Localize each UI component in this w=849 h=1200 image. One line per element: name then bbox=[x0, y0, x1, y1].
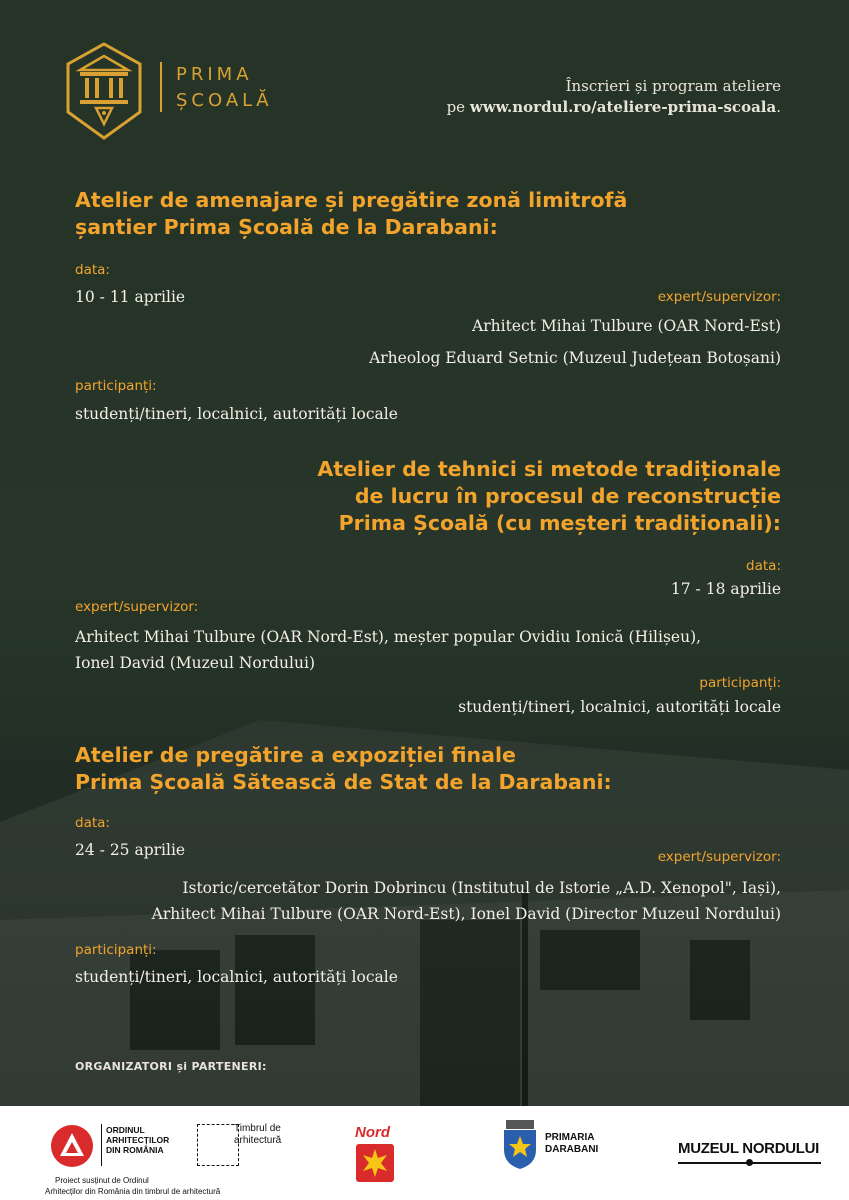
workshop2-expert-label: expert/supervizor: bbox=[75, 599, 199, 615]
workshop3-date-label: data: bbox=[75, 815, 110, 831]
workshop2-title-line3: Prima Școală (cu meșteri tradiționali): bbox=[338, 511, 781, 535]
workshop1-participants: studenți/tineri, localnici, autorități locale bbox=[75, 405, 398, 423]
workshop1-participants-label: participanți: bbox=[75, 378, 157, 394]
logo-divider bbox=[160, 62, 162, 112]
workshop1-expert-line2: Arheolog Eduard Setnic (Muzeul Județean Botoșani) bbox=[369, 349, 781, 367]
timbru-stamp-icon bbox=[197, 1124, 239, 1166]
workshop2-experts bbox=[75, 624, 795, 676]
oar-text-line1: ORDINUL bbox=[106, 1125, 145, 1135]
darabani-coat-of-arms-icon bbox=[500, 1120, 540, 1170]
organizers-label: ORGANIZATORI și PARTENERI: bbox=[75, 1060, 267, 1073]
primaria-text-line1: PRIMARIA bbox=[545, 1132, 595, 1143]
partners-footer bbox=[0, 1106, 849, 1200]
oar-logo-icon bbox=[50, 1124, 94, 1168]
primaria-text-line2: DARABANI bbox=[545, 1144, 599, 1155]
workshop3-participants-label: participanți: bbox=[75, 942, 157, 958]
oar-text bbox=[106, 1125, 169, 1155]
timbru-text-line1: Timbrul de bbox=[234, 1123, 281, 1134]
timbru-text-line2: arhitectură bbox=[234, 1135, 282, 1146]
muzeul-dot-icon bbox=[746, 1159, 753, 1166]
muzeul-nordului-logo: MUZEUL NORDULUI bbox=[678, 1140, 820, 1157]
workshop3-date: 24 - 25 aprilie bbox=[75, 841, 186, 859]
workshop2-participants-label: participanți: bbox=[699, 675, 781, 691]
workshop1-expert-label: expert/supervizor: bbox=[657, 289, 781, 305]
workshop2-participants: studenți/tineri, localnici, autorități locale bbox=[458, 698, 781, 716]
registration-suffix: . bbox=[776, 98, 781, 116]
registration-line1: Înscrieri și program ateliere bbox=[565, 77, 781, 95]
workshop1-title-line1: Atelier de amenajare și pregătire zonă limitrofă bbox=[75, 188, 628, 212]
workshop1-date: 10 - 11 aprilie bbox=[75, 288, 186, 306]
workshop3-title-line1: Atelier de pregătire a expoziției finale bbox=[75, 743, 516, 767]
workshop2-date: 17 - 18 aprilie bbox=[670, 580, 781, 598]
registration-line2 bbox=[361, 97, 781, 118]
workshop3-participants: studenți/tineri, localnici, autorități locale bbox=[75, 968, 398, 986]
nord-logo-text: Nord bbox=[355, 1124, 390, 1141]
oar-text-line3: DIN ROMÂNIA bbox=[106, 1145, 164, 1155]
workshop3-experts bbox=[61, 875, 781, 927]
oar-divider bbox=[101, 1124, 102, 1166]
workshop1-expert-line1: Arhitect Mihai Tulbure (OAR Nord-Est) bbox=[472, 317, 781, 335]
workshop3-expert-line1: Istoric/cercetător Dorin Dobrincu (Institutul de Istorie „A.D. Xenopol", Iași), bbox=[182, 879, 781, 897]
timbru-text bbox=[234, 1123, 281, 1147]
registration-url[interactable]: www.nordul.ro/ateliere-prima-scoala bbox=[469, 98, 777, 116]
nord-sun-icon bbox=[356, 1144, 394, 1182]
workshop3-expert-label: expert/supervizor: bbox=[657, 849, 781, 865]
workshop3-title-line2: Prima Școală Sătească de Stat de la Darabani: bbox=[75, 770, 612, 794]
workshop1-experts bbox=[181, 313, 781, 371]
workshop2-expert-line2: Ionel David (Muzeul Nordului) bbox=[75, 654, 315, 672]
support-note-line1: Proiect susținut de Ordinul bbox=[55, 1176, 149, 1185]
workshop2-title-line1: Atelier de tehnici si metode tradiționale bbox=[317, 457, 781, 481]
oar-text-line2: ARHITECȚILOR bbox=[106, 1135, 170, 1145]
workshop1-title bbox=[75, 187, 775, 241]
workshop1-date-label: data: bbox=[75, 262, 110, 278]
workshop3-expert-line2: Arhitect Mihai Tulbure (OAR Nord-Est), Ionel David (Director Muzeul Nordului) bbox=[151, 905, 781, 923]
workshop2-title bbox=[81, 456, 781, 537]
prima-scoala-logo-icon bbox=[66, 42, 142, 140]
workshop2-title-line2: de lucru în procesul de reconstrucție bbox=[354, 484, 781, 508]
primaria-text bbox=[545, 1132, 598, 1156]
support-note-line2: Arhitecților din România din timbrul de arhitectură bbox=[45, 1187, 221, 1196]
workshop1-title-line2: șantier Prima Școală de la Darabani: bbox=[75, 215, 498, 239]
logo-text-scoala: ȘCOALĂ bbox=[176, 90, 273, 111]
registration-info bbox=[361, 76, 781, 118]
workshop2-expert-line1: Arhitect Mihai Tulbure (OAR Nord-Est), meșter popular Ovidiu Ionică (Hilișeu), bbox=[75, 628, 702, 646]
workshop3-title bbox=[75, 742, 795, 796]
support-note bbox=[45, 1175, 220, 1197]
logo-text-prima: PRIMA bbox=[176, 64, 253, 85]
workshop2-date-label: data: bbox=[746, 558, 781, 574]
registration-prefix: pe bbox=[446, 98, 470, 116]
